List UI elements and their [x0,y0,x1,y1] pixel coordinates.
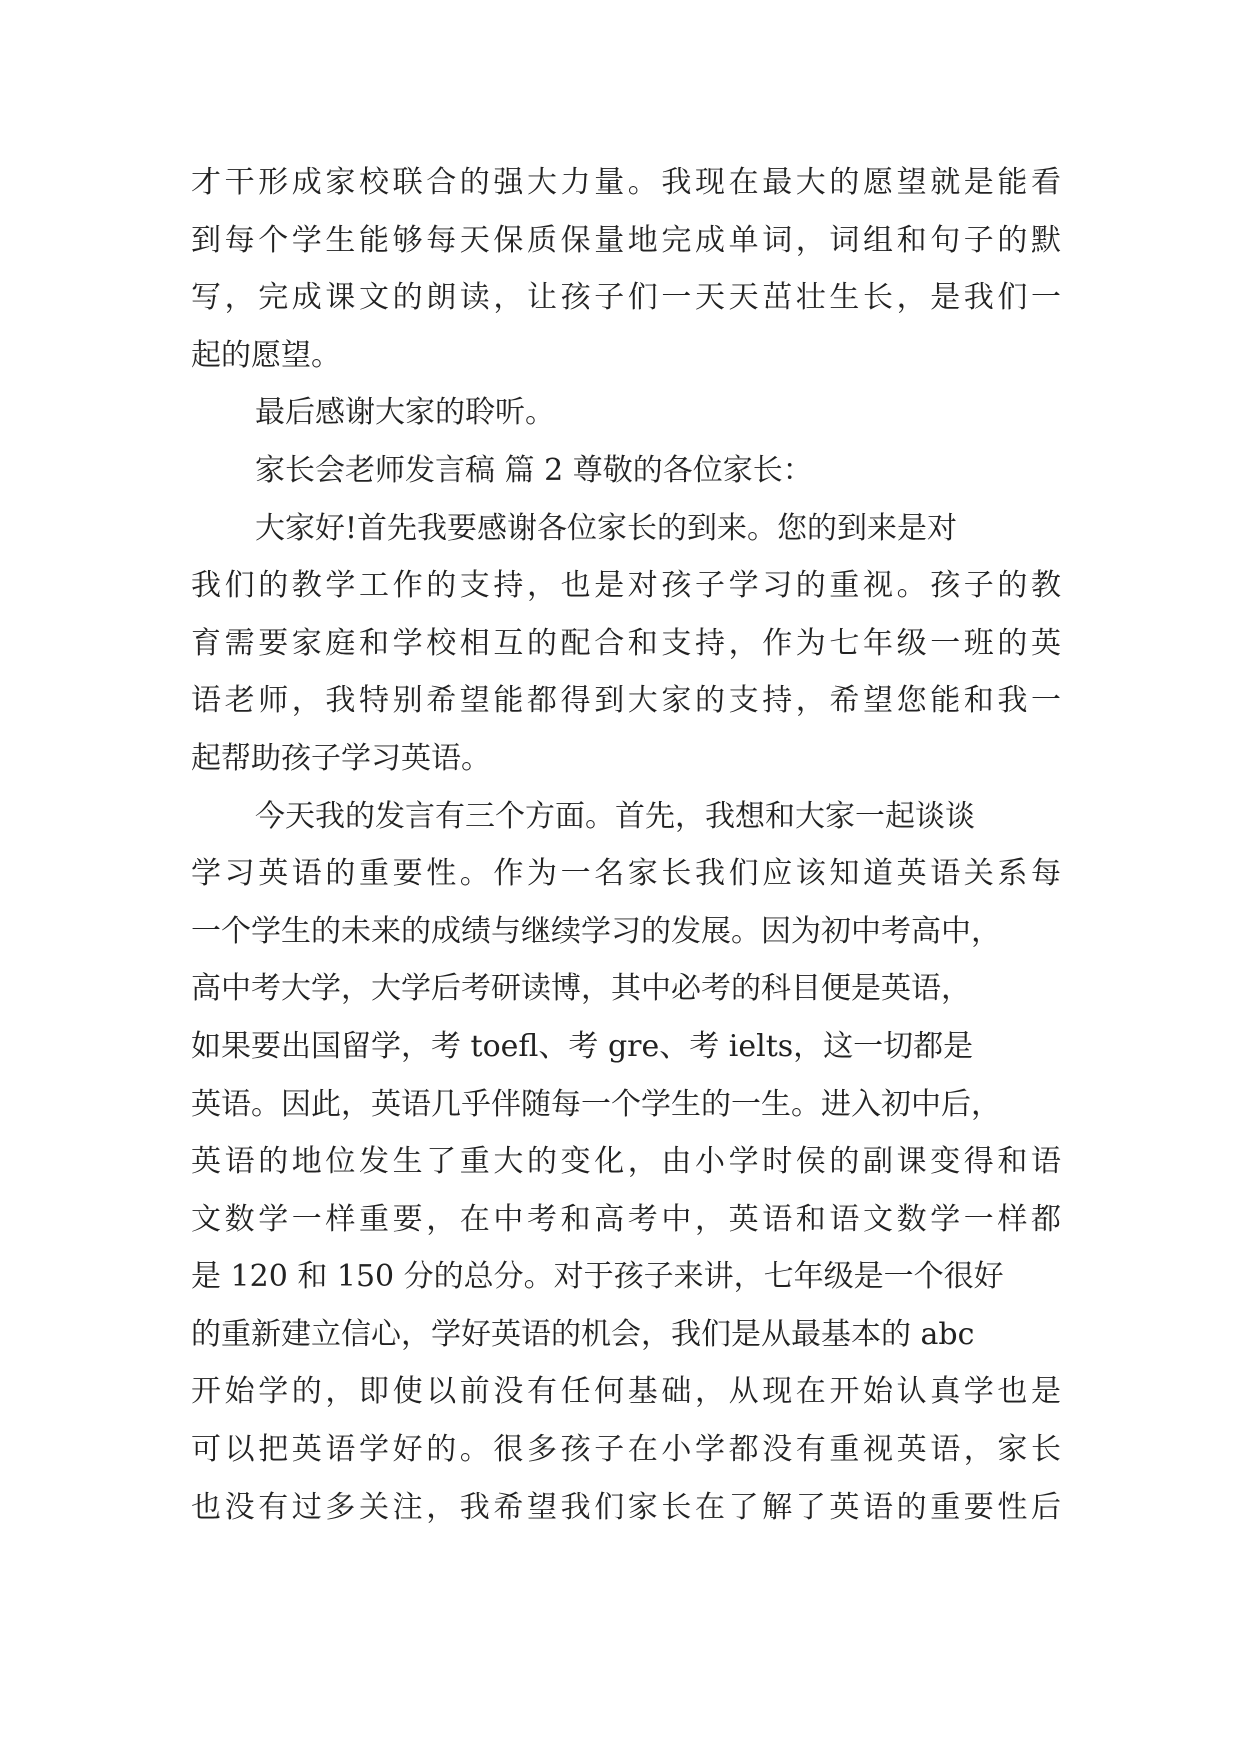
text-line: 如果要出国留学，考 toefl、考 gre、考 ielts，这一切都是 [191,1028,974,1064]
text-line: 语老师，我特别希望能都得到大家的支持，希望您能和我一 [191,683,1061,719]
text-line: 可以把英语学好的。很多孩子在小学都没有重视英语，家长 [191,1432,1061,1468]
text-line: 到每个学生能够每天保质保量地完成单词，词组和句子的默 [191,222,1061,258]
text-line: 写，完成课文的朗读，让孩子们一天天茁壮生长，是我们一 [191,280,1061,316]
text-line: 学习英语的重要性。作为一名家长我们应该知道英语关系每 [191,856,1061,892]
text-line: 是 120 和 150 分的总分。对于孩子来讲，七年级是一个很好 [191,1259,1004,1295]
text-line: 起帮助孩子学习英语。 [191,740,491,776]
text-line: 起的愿望。 [191,337,341,373]
text-line: 一个学生的未来的成绩与继续学习的发展。因为初中考高中， [191,913,1001,949]
text-line: 我们的教学工作的支持，也是对孩子学习的重视。孩子的教 [191,568,1061,604]
text-line: 高中考大学，大学后考研读博，其中必考的科目便是英语， [191,971,971,1007]
text-line: 才干形成家校联合的强大力量。我现在最大的愿望就是能看 [191,165,1061,200]
text-line: 育需要家庭和学校相互的配合和支持，作为七年级一班的英 [191,625,1061,661]
text-line: 开始学的，即使以前没有任何基础，从现在开始认真学也是 [191,1374,1061,1410]
text-line: 家长会老师发言稿 篇 2 尊敬的各位家长： [255,452,813,488]
text-line: 英语的地位发生了重大的变化，由小学时侯的副课变得和语 [191,1144,1061,1180]
text-line: 最后感谢大家的聆听。 [255,395,555,431]
text-line: 也没有过多关注，我希望我们家长在了解了英语的重要性后 [191,1489,1061,1525]
text-line: 文数学一样重要，在中考和高考中，英语和语文数学一样都 [191,1201,1061,1237]
text-line: 的重新建立信心，学好英语的机会，我们是从最基本的 abc [191,1316,975,1352]
text-line: 今天我的发言有三个方面。首先，我想和大家一起谈谈 [255,798,975,834]
text-line: 英语。因此，英语几乎伴随每一个学生的一生。进入初中后， [191,1086,1001,1122]
body-text [191,154,1061,1536]
text-line: 大家好!首先我要感谢各位家长的到来。您的到来是对 [255,510,958,546]
